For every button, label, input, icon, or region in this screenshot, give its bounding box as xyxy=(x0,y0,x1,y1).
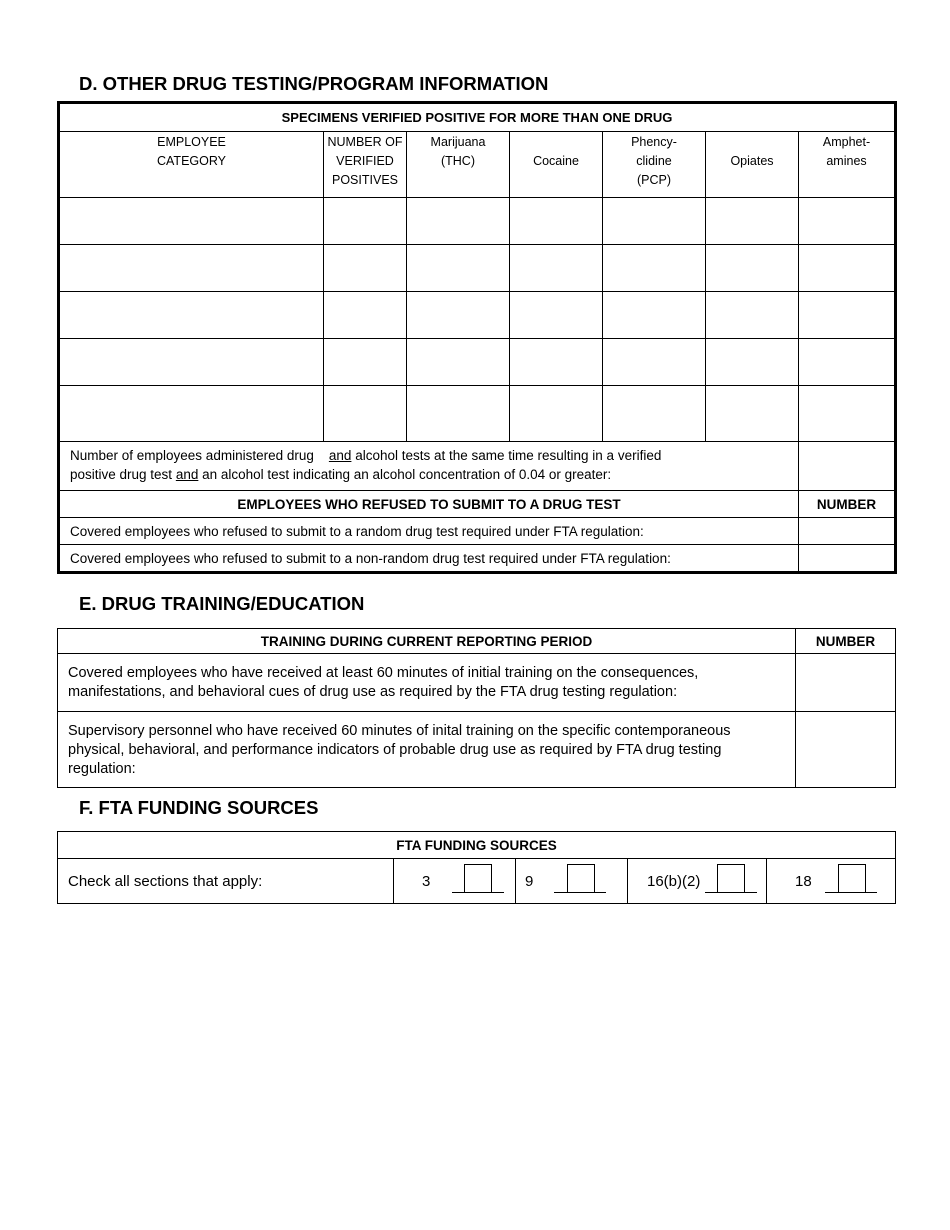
table-row xyxy=(59,386,896,442)
col-marijuana: Marijuana (THC) xyxy=(407,132,510,198)
funding-18-checkbox[interactable] xyxy=(838,864,866,892)
refused-nonrandom-label: Covered employees who refused to submit to a non-random drug test required under FTA regulation: xyxy=(59,545,799,573)
col-pcp: Phency- clidine (PCP) xyxy=(603,132,706,198)
section-f-title: F. FTA FUNDING SOURCES xyxy=(79,797,319,818)
section-e-title: E. DRUG TRAINING/EDUCATION xyxy=(79,593,365,614)
training-employees-number[interactable] xyxy=(796,654,896,712)
training-number-header: NUMBER xyxy=(796,629,896,654)
training-table xyxy=(57,628,896,788)
col-employee-category: EMPLOYEE CATEGORY xyxy=(59,132,324,198)
training-employees-label: Covered employees who have received at least 60 minutes of initial training on the consequences, manifestations, and behavioral cues of drug use as required by the FTA drug testing regulation: xyxy=(58,654,796,712)
refused-nonrandom-number[interactable] xyxy=(799,545,896,573)
funding-option-16b2: 16(b)(2) xyxy=(628,859,767,904)
col-opiates: Opiates xyxy=(706,132,799,198)
combined-tests-number[interactable] xyxy=(799,442,896,491)
table-row xyxy=(59,339,896,386)
funding-instruction: Check all sections that apply: xyxy=(58,859,394,904)
training-supervisors-label: Supervisory personnel who have received 60 minutes of inital training on the specific contemporaneous physical, behavioral, and performance indicators of probable drug use as required by FTA drug testing regulation: xyxy=(58,712,796,788)
number-header: NUMBER xyxy=(799,491,896,518)
funding-9-checkbox[interactable] xyxy=(567,864,595,892)
table-row xyxy=(59,198,896,245)
funding-header: FTA FUNDING SOURCES xyxy=(58,832,896,859)
funding-option-3: 3 xyxy=(394,859,516,904)
col-verified-positives: NUMBER OF VERIFIED POSITIVES xyxy=(324,132,407,198)
training-header: TRAINING DURING CURRENT REPORTING PERIOD xyxy=(58,629,796,654)
training-supervisors-number[interactable] xyxy=(796,712,896,788)
col-cocaine: Cocaine xyxy=(510,132,603,198)
funding-option-9: 9 xyxy=(516,859,628,904)
multi-drug-table-title: SPECIMENS VERIFIED POSITIVE FOR MORE THAN ONE DRUG xyxy=(59,103,896,132)
funding-table xyxy=(57,831,896,904)
funding-option-18: 18 xyxy=(767,859,896,904)
table-row xyxy=(59,292,896,339)
refused-random-number[interactable] xyxy=(799,518,896,545)
combined-tests-label: Number of employees administered drug and alcohol tests at the same time resulting in a verified positive drug test and an alcohol test indicating an alcohol concentration of 0.04 or greater: xyxy=(59,442,799,491)
section-d-title: D. OTHER DRUG TESTING/PROGRAM INFORMATION xyxy=(79,73,549,94)
funding-3-checkbox[interactable] xyxy=(464,864,492,892)
table-row xyxy=(59,245,896,292)
drug-testing-table xyxy=(57,101,897,574)
col-amphetamines: Amphet- amines xyxy=(799,132,896,198)
refused-random-label: Covered employees who refused to submit to a random drug test required under FTA regulation: xyxy=(59,518,799,545)
refused-header: EMPLOYEES WHO REFUSED TO SUBMIT TO A DRUG TEST xyxy=(59,491,799,518)
funding-16b2-checkbox[interactable] xyxy=(717,864,745,892)
